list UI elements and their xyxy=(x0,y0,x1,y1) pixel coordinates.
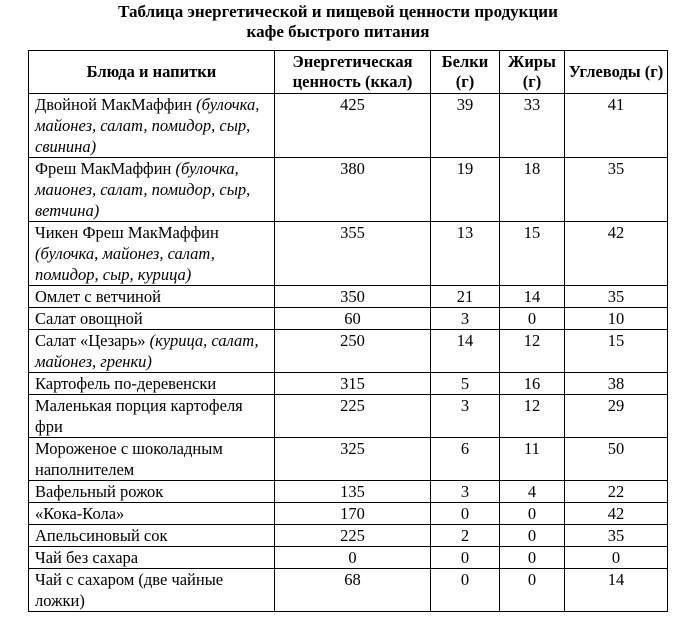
carbs-cell: 22 xyxy=(565,481,668,503)
dish-name: Чикен Фреш МакМаффин xyxy=(35,223,219,242)
dish-cell xyxy=(29,395,275,438)
carbs-cell: 35 xyxy=(565,525,668,547)
fat-cell: 33 xyxy=(500,94,565,158)
dish-name: Салат «Цезарь» xyxy=(35,331,146,350)
header-fat: Жиры (г) xyxy=(500,51,565,94)
carbs-cell: 42 xyxy=(565,222,668,286)
carbs-cell: 35 xyxy=(565,158,668,222)
dish-cell xyxy=(29,222,275,286)
energy-cell: 225 xyxy=(275,395,431,438)
dish-cell xyxy=(29,438,275,481)
carbs-cell: 29 xyxy=(565,395,668,438)
dish-cell xyxy=(29,330,275,373)
dish-ingredients: (булочка, маионез, салат, помидор, сыр, ветчина) xyxy=(35,159,251,220)
table-row xyxy=(29,503,668,525)
protein-cell: 6 xyxy=(431,438,500,481)
dish-cell xyxy=(29,525,275,547)
dish-cell xyxy=(29,286,275,308)
energy-cell: 315 xyxy=(275,373,431,395)
energy-cell: 60 xyxy=(275,308,431,330)
dish-cell xyxy=(29,308,275,330)
table-row xyxy=(29,330,668,373)
dish-name: Вафельный рожок xyxy=(35,482,164,501)
dish-cell xyxy=(29,547,275,569)
protein-cell: 39 xyxy=(431,94,500,158)
carbs-cell: 38 xyxy=(565,373,668,395)
header-protein: Белки (г) xyxy=(431,51,500,94)
table-row xyxy=(29,222,668,286)
table-row xyxy=(29,373,668,395)
protein-cell: 13 xyxy=(431,222,500,286)
dish-cell xyxy=(29,481,275,503)
energy-cell: 170 xyxy=(275,503,431,525)
table-row xyxy=(29,286,668,308)
dish-cell xyxy=(29,158,275,222)
dish-name: «Кока-Кола» xyxy=(35,504,125,523)
energy-cell: 350 xyxy=(275,286,431,308)
dish-name: Фреш МакМаффин xyxy=(35,159,172,178)
table-row xyxy=(29,395,668,438)
dish-ingredients: (булочка, майонез, салат, помидор, сыр, курица) xyxy=(35,244,215,284)
carbs-cell: 14 xyxy=(565,569,668,612)
protein-cell: 19 xyxy=(431,158,500,222)
protein-cell: 5 xyxy=(431,373,500,395)
nutrition-table xyxy=(28,50,668,612)
table-body xyxy=(29,94,668,612)
fat-cell: 0 xyxy=(500,547,565,569)
dish-name: Апельсиновый сок xyxy=(35,526,168,545)
dish-ingredients: (булочка, майонез, салат, помидор, сыр, свинина) xyxy=(35,95,260,156)
protein-cell: 0 xyxy=(431,547,500,569)
header-dish: Блюда и напитки xyxy=(29,51,275,94)
header-carbs: Углеводы (г) xyxy=(565,51,668,94)
protein-cell: 3 xyxy=(431,395,500,438)
energy-cell: 0 xyxy=(275,547,431,569)
energy-cell: 380 xyxy=(275,158,431,222)
fat-cell: 11 xyxy=(500,438,565,481)
table-row xyxy=(29,569,668,612)
table-header-row xyxy=(29,51,668,94)
carbs-cell: 41 xyxy=(565,94,668,158)
table-row xyxy=(29,481,668,503)
dish-name: Двойной МакМаффин xyxy=(35,95,192,114)
dish-name: Омлет с ветчиной xyxy=(35,287,161,306)
table-row xyxy=(29,525,668,547)
carbs-cell: 35 xyxy=(565,286,668,308)
fat-cell: 12 xyxy=(500,330,565,373)
dish-name: Мороженое с шоколадным наполнителем xyxy=(35,439,223,479)
energy-cell: 68 xyxy=(275,569,431,612)
dish-cell xyxy=(29,569,275,612)
protein-cell: 14 xyxy=(431,330,500,373)
dish-name: Чай без сахара xyxy=(35,548,139,567)
energy-cell: 250 xyxy=(275,330,431,373)
protein-cell: 3 xyxy=(431,481,500,503)
protein-cell: 2 xyxy=(431,525,500,547)
dish-cell xyxy=(29,503,275,525)
fat-cell: 4 xyxy=(500,481,565,503)
dish-name: Чай с сахаром (две чайные ложки) xyxy=(35,570,224,610)
carbs-cell: 50 xyxy=(565,438,668,481)
fat-cell: 0 xyxy=(500,308,565,330)
energy-cell: 225 xyxy=(275,525,431,547)
energy-cell: 135 xyxy=(275,481,431,503)
dish-cell xyxy=(29,373,275,395)
carbs-cell: 10 xyxy=(565,308,668,330)
table-row xyxy=(29,547,668,569)
dish-name: Маленькая порция картофеля фри xyxy=(35,396,243,436)
energy-cell: 425 xyxy=(275,94,431,158)
dish-cell xyxy=(29,94,275,158)
dish-name: Картофель по-деревенски xyxy=(35,374,217,393)
page-title xyxy=(0,2,676,42)
fat-cell: 18 xyxy=(500,158,565,222)
fat-cell: 12 xyxy=(500,395,565,438)
table-row xyxy=(29,158,668,222)
fat-cell: 0 xyxy=(500,525,565,547)
protein-cell: 0 xyxy=(431,569,500,612)
fat-cell: 16 xyxy=(500,373,565,395)
energy-cell: 325 xyxy=(275,438,431,481)
dish-name: Салат овощной xyxy=(35,309,143,328)
title-line-2: кафе быстрого питания xyxy=(246,22,430,41)
carbs-cell: 42 xyxy=(565,503,668,525)
protein-cell: 0 xyxy=(431,503,500,525)
carbs-cell: 15 xyxy=(565,330,668,373)
fat-cell: 14 xyxy=(500,286,565,308)
fat-cell: 0 xyxy=(500,569,565,612)
table-row xyxy=(29,308,668,330)
energy-cell: 355 xyxy=(275,222,431,286)
protein-cell: 3 xyxy=(431,308,500,330)
fat-cell: 15 xyxy=(500,222,565,286)
dish-ingredients: (курица, салат, майонез, гренки) xyxy=(35,331,259,371)
carbs-cell: 0 xyxy=(565,547,668,569)
protein-cell: 21 xyxy=(431,286,500,308)
table-row xyxy=(29,94,668,158)
fat-cell: 0 xyxy=(500,503,565,525)
table-row xyxy=(29,438,668,481)
header-energy: Энергетическая ценность (ккал) xyxy=(275,51,431,94)
title-line-1: Таблица энергетической и пищевой ценности продукции xyxy=(118,2,558,21)
